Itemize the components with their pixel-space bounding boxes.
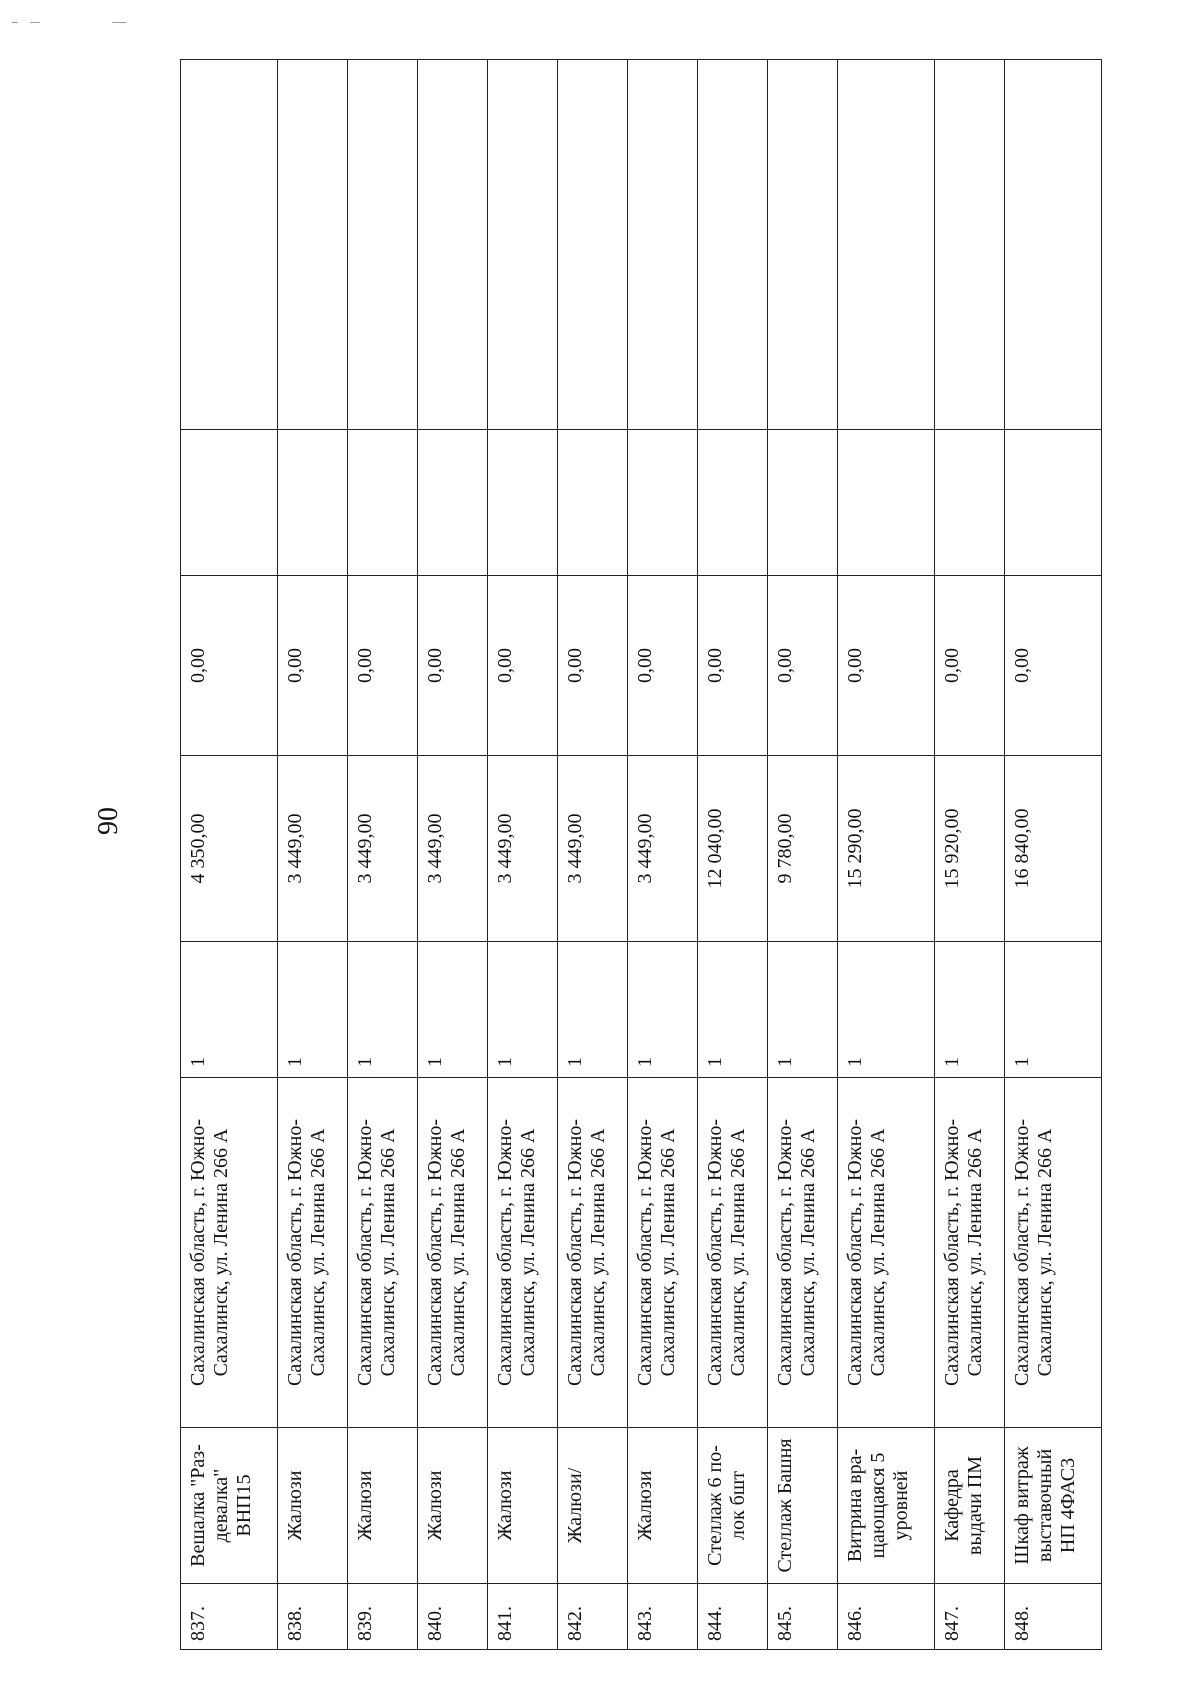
empty-cell (934, 60, 1004, 430)
empty-cell (767, 60, 837, 430)
item-quantity: 1 (557, 942, 627, 1078)
item-name: Жалюзи (487, 1428, 557, 1584)
table-row (418, 60, 488, 1650)
item-name: Шкаф витраж выставочный НП 4ФАС3 (1004, 1428, 1101, 1584)
empty-cell (934, 430, 1004, 576)
item-name: Жалюзи (278, 1428, 348, 1584)
empty-cell (627, 430, 697, 576)
item-address: Сахалинская область, г. Южно-Сахалинск, ул. Ленина 266 А (934, 1078, 1004, 1428)
table-row (181, 60, 278, 1650)
empty-cell (697, 430, 767, 576)
item-quantity: 1 (278, 942, 348, 1078)
item-depreciation: 0,00 (1004, 576, 1101, 756)
item-price: 3 449,00 (348, 756, 418, 942)
item-price: 9 780,00 (767, 756, 837, 942)
item-price: 12 040,00 (697, 756, 767, 942)
empty-cell (181, 60, 278, 430)
item-depreciation: 0,00 (348, 576, 418, 756)
item-name: Стеллаж 6 по-лок бшт (697, 1428, 767, 1584)
item-price: 3 449,00 (278, 756, 348, 942)
item-price: 3 449,00 (487, 756, 557, 942)
item-name: Жалюзи (348, 1428, 418, 1584)
row-number: 847. (934, 1584, 1004, 1650)
empty-cell (348, 60, 418, 430)
item-quantity: 1 (487, 942, 557, 1078)
item-depreciation: 0,00 (837, 576, 934, 756)
page-number: 90 (93, 807, 124, 835)
empty-cell (1004, 430, 1101, 576)
empty-cell (418, 430, 488, 576)
row-number: 845. (767, 1584, 837, 1650)
inventory-table (180, 59, 1102, 1650)
row-number: 843. (627, 1584, 697, 1650)
scan-speck (12, 22, 18, 23)
item-depreciation: 0,00 (697, 576, 767, 756)
item-name: Жалюзи (627, 1428, 697, 1584)
empty-cell (181, 430, 278, 576)
empty-cell (1004, 60, 1101, 430)
item-name: Стеллаж Башня (767, 1428, 837, 1584)
table-row (627, 60, 697, 1650)
row-number: 848. (1004, 1584, 1101, 1650)
row-number: 842. (557, 1584, 627, 1650)
item-depreciation: 0,00 (487, 576, 557, 756)
scan-speck (30, 22, 40, 23)
table-row (557, 60, 627, 1650)
inventory-table-body (181, 60, 1102, 1650)
item-depreciation: 0,00 (627, 576, 697, 756)
item-address: Сахалинская область, г. Южно-Сахалинск, ул. Ленина 266 А (767, 1078, 837, 1428)
item-name: Витрина вра-щающаяся 5 уровней (837, 1428, 934, 1584)
scan-speck (112, 22, 126, 23)
item-quantity: 1 (418, 942, 488, 1078)
row-number: 838. (278, 1584, 348, 1650)
item-price: 3 449,00 (557, 756, 627, 942)
item-depreciation: 0,00 (278, 576, 348, 756)
empty-cell (418, 60, 488, 430)
empty-cell (557, 60, 627, 430)
item-price: 4 350,00 (181, 756, 278, 942)
item-price: 16 840,00 (1004, 756, 1101, 942)
empty-cell (348, 430, 418, 576)
item-depreciation: 0,00 (934, 576, 1004, 756)
empty-cell (557, 430, 627, 576)
table-row (767, 60, 837, 1650)
item-address: Сахалинская область, г. Южно-Сахалинск, ул. Ленина 266 А (418, 1078, 488, 1428)
table-row (487, 60, 557, 1650)
item-address: Сахалинская область, г. Южно-Сахалинск, ул. Ленина 266 А (557, 1078, 627, 1428)
item-quantity: 1 (1004, 942, 1101, 1078)
empty-cell (627, 60, 697, 430)
item-price: 3 449,00 (418, 756, 488, 942)
item-depreciation: 0,00 (557, 576, 627, 756)
empty-cell (278, 60, 348, 430)
item-name: Вешалка "Раз-девалка" ВНП15 (181, 1428, 278, 1584)
empty-cell (767, 430, 837, 576)
item-address: Сахалинская область, г. Южно-Сахалинск, ул. Ленина 266 А (837, 1078, 934, 1428)
table-row (837, 60, 934, 1650)
table-row (278, 60, 348, 1650)
item-quantity: 1 (181, 942, 278, 1078)
empty-cell (837, 60, 934, 430)
item-quantity: 1 (627, 942, 697, 1078)
table-row (348, 60, 418, 1650)
item-address: Сахалинская область, г. Южно-Сахалинск, ул. Ленина 266 А (1004, 1078, 1101, 1428)
item-quantity: 1 (837, 942, 934, 1078)
empty-cell (837, 430, 934, 576)
item-address: Сахалинская область, г. Южно-Сахалинск, ул. Ленина 266 А (487, 1078, 557, 1428)
item-name: Жалюзи (418, 1428, 488, 1584)
item-address: Сахалинская область, г. Южно-Сахалинск, ул. Ленина 266 А (697, 1078, 767, 1428)
item-quantity: 1 (697, 942, 767, 1078)
item-price: 15 920,00 (934, 756, 1004, 942)
item-quantity: 1 (767, 942, 837, 1078)
item-quantity: 1 (348, 942, 418, 1078)
item-address: Сахалинская область, г. Южно-Сахалинск, ул. Ленина 266 А (348, 1078, 418, 1428)
row-number: 839. (348, 1584, 418, 1650)
item-address: Сахалинская область, г. Южно-Сахалинск, ул. Ленина 266 А (278, 1078, 348, 1428)
item-depreciation: 0,00 (181, 576, 278, 756)
item-depreciation: 0,00 (418, 576, 488, 756)
item-depreciation: 0,00 (767, 576, 837, 756)
inventory-table-wrapper (180, 60, 1102, 1650)
item-price: 3 449,00 (627, 756, 697, 942)
table-row (697, 60, 767, 1650)
item-name: Жалюзи/ (557, 1428, 627, 1584)
row-number: 846. (837, 1584, 934, 1650)
empty-cell (278, 430, 348, 576)
table-row (934, 60, 1004, 1650)
item-address: Сахалинская область, г. Южно-Сахалинск, ул. Ленина 266 А (627, 1078, 697, 1428)
row-number: 837. (181, 1584, 278, 1650)
row-number: 844. (697, 1584, 767, 1650)
empty-cell (487, 60, 557, 430)
item-name: Кафедра выдачи ПМ (934, 1428, 1004, 1584)
table-row (1004, 60, 1101, 1650)
row-number: 841. (487, 1584, 557, 1650)
item-price: 15 290,00 (837, 756, 934, 942)
item-quantity: 1 (934, 942, 1004, 1078)
empty-cell (487, 430, 557, 576)
empty-cell (697, 60, 767, 430)
item-address: Сахалинская область, г. Южно-Сахалинск, ул. Ленина 266 А (181, 1078, 278, 1428)
row-number: 840. (418, 1584, 488, 1650)
